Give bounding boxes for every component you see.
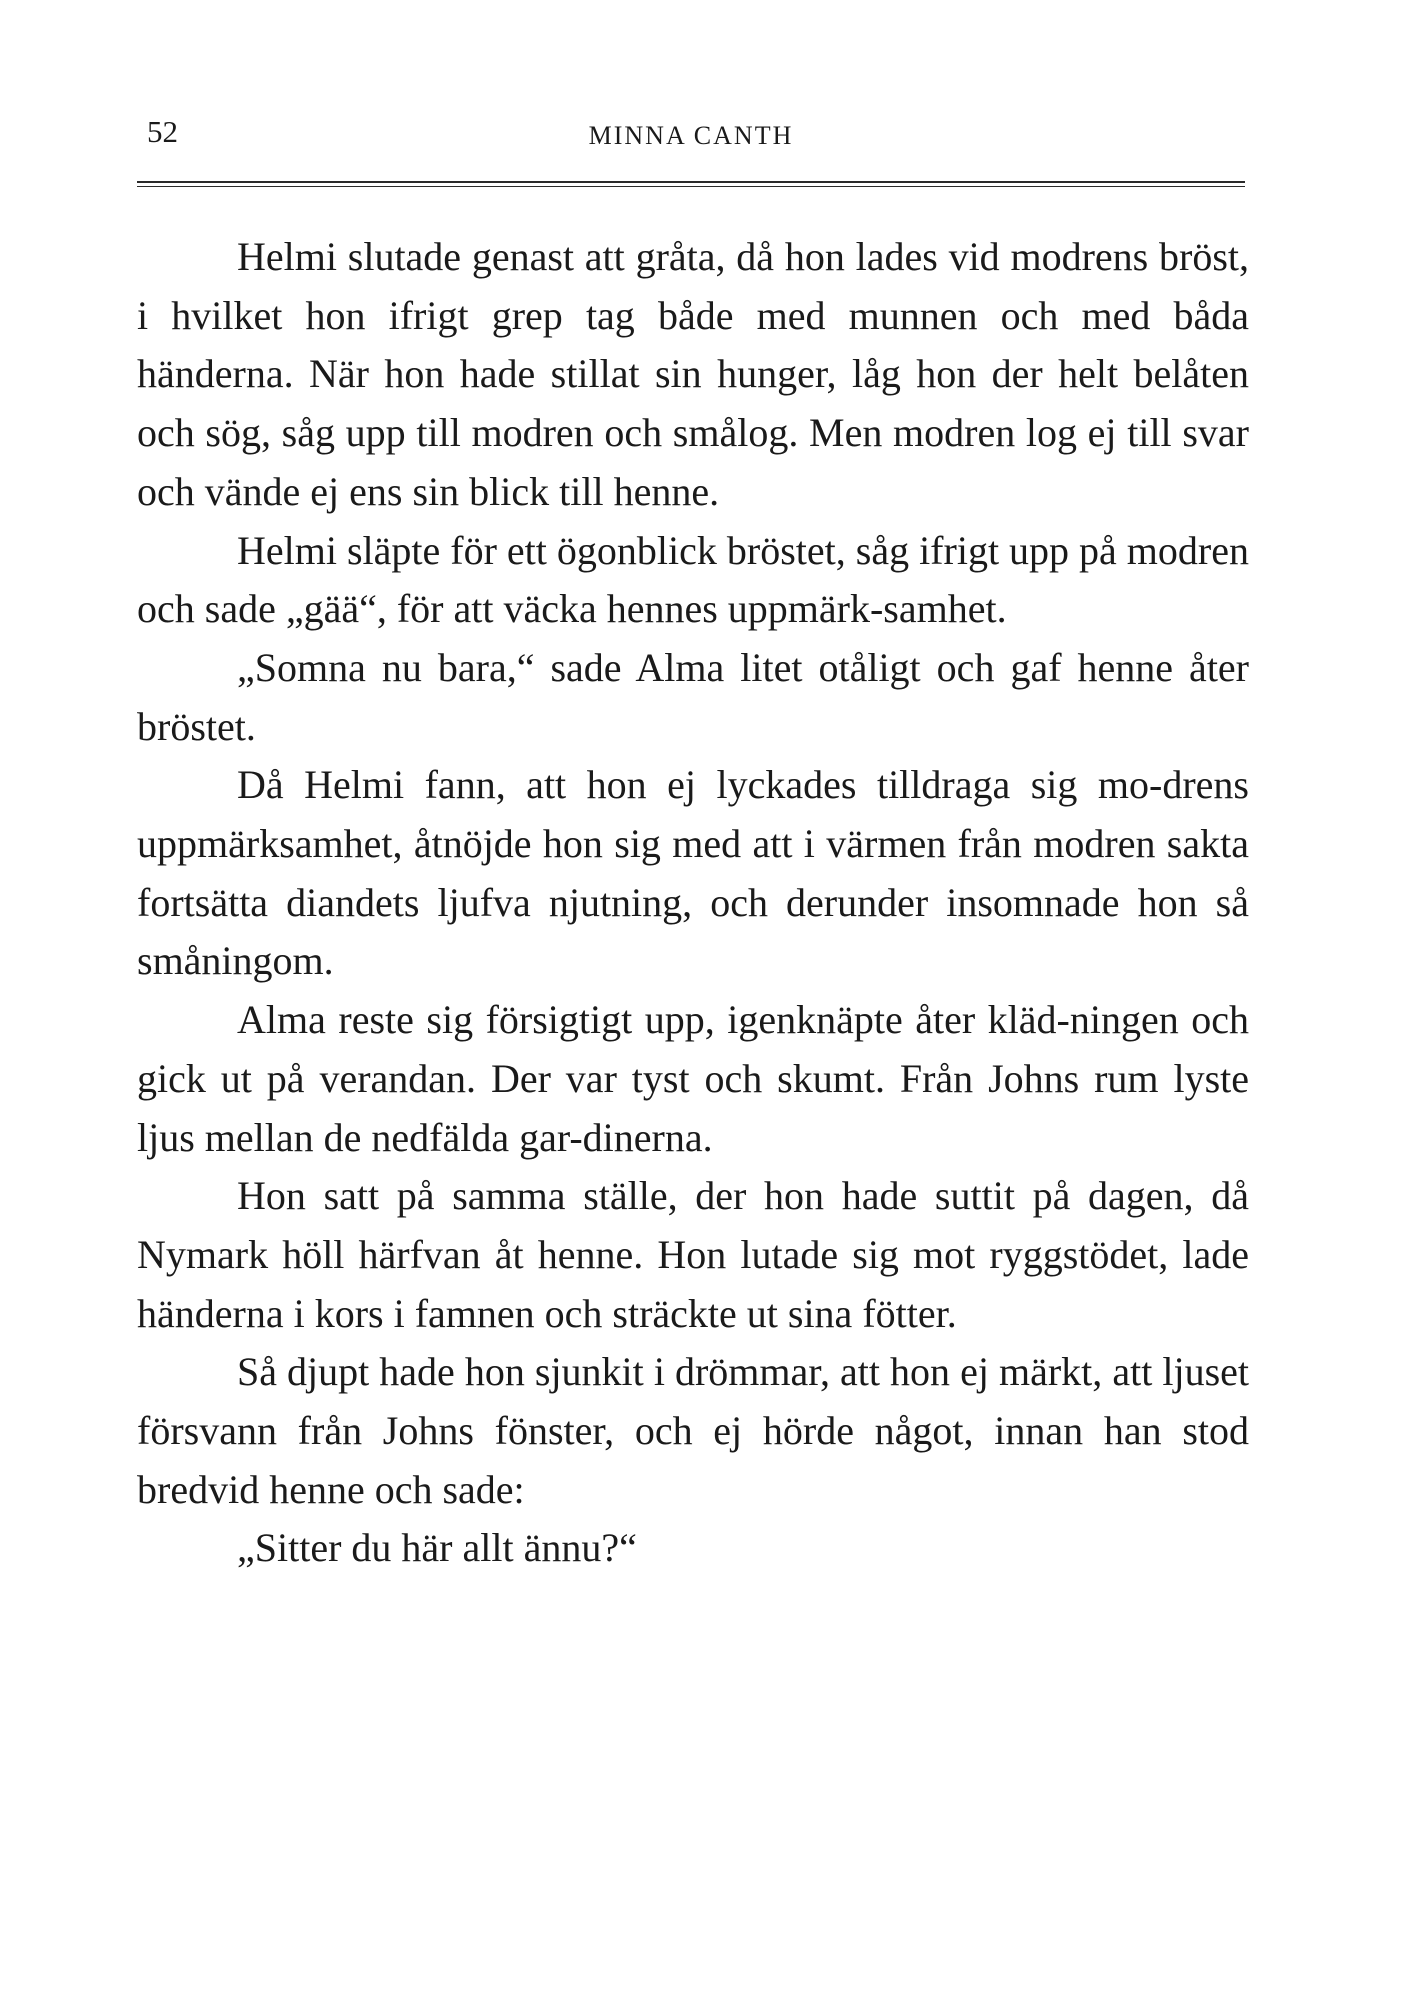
body-text — [137, 228, 1249, 1578]
paragraph: Helmi slutade genast att gråta, då hon lades vid modrens bröst, i hvilket hon ifrigt grep tag både med munnen och med båda händerna. När hon hade stillat sin hunger, låg hon der helt belåten och sög, såg upp till modren och smålog. Men modren log ej till svar och vände ej ens sin blick till henne. — [137, 234, 1249, 514]
paragraph: Då Helmi fann, att hon ej lyckades tilldraga sig mo-drens uppmärksamhet, åtnöjde hon sig med att i värmen från modren sakta fortsätta diandets ljufva njutning, och derunder insomnade hon så småningom. — [137, 762, 1249, 984]
paragraph: „Somna nu bara,“ sade Alma litet otåligt och gaf henne åter bröstet. — [137, 644, 1249, 749]
header-rule — [137, 181, 1245, 187]
running-head — [137, 112, 1245, 162]
paragraph: Så djupt hade hon sjunkit i drömmar, att hon ej märkt, att ljuset försvann från Johns fönster, och ej hörde något, innan han stod bredvid henne och sade: — [137, 1349, 1249, 1512]
paragraph: Alma reste sig försigtigt upp, igenknäpte åter kläd-ningen och gick ut på verandan. Der var tyst och skumt. Från Johns rum lyste ljus mellan de nedfälda gar-dinerna. — [137, 997, 1249, 1160]
paragraph: Helmi släpte för ett ögonblick bröstet, såg ifrigt upp på modren och sade „gää“, för att väcka hennes uppmärk-samhet. — [137, 527, 1249, 632]
page-number: 52 — [147, 114, 178, 149]
running-title: MINNA CANTH — [588, 121, 794, 150]
paragraph: Hon satt på samma ställe, der hon hade suttit på dagen, då Nymark höll härfvan åt henne. Hon lutade sig mot ryggstödet, lade händerna i kors i famnen och sträckte ut sina fötter. — [137, 1173, 1249, 1336]
paragraph: „Sitter du här allt ännu?“ — [237, 1525, 637, 1571]
